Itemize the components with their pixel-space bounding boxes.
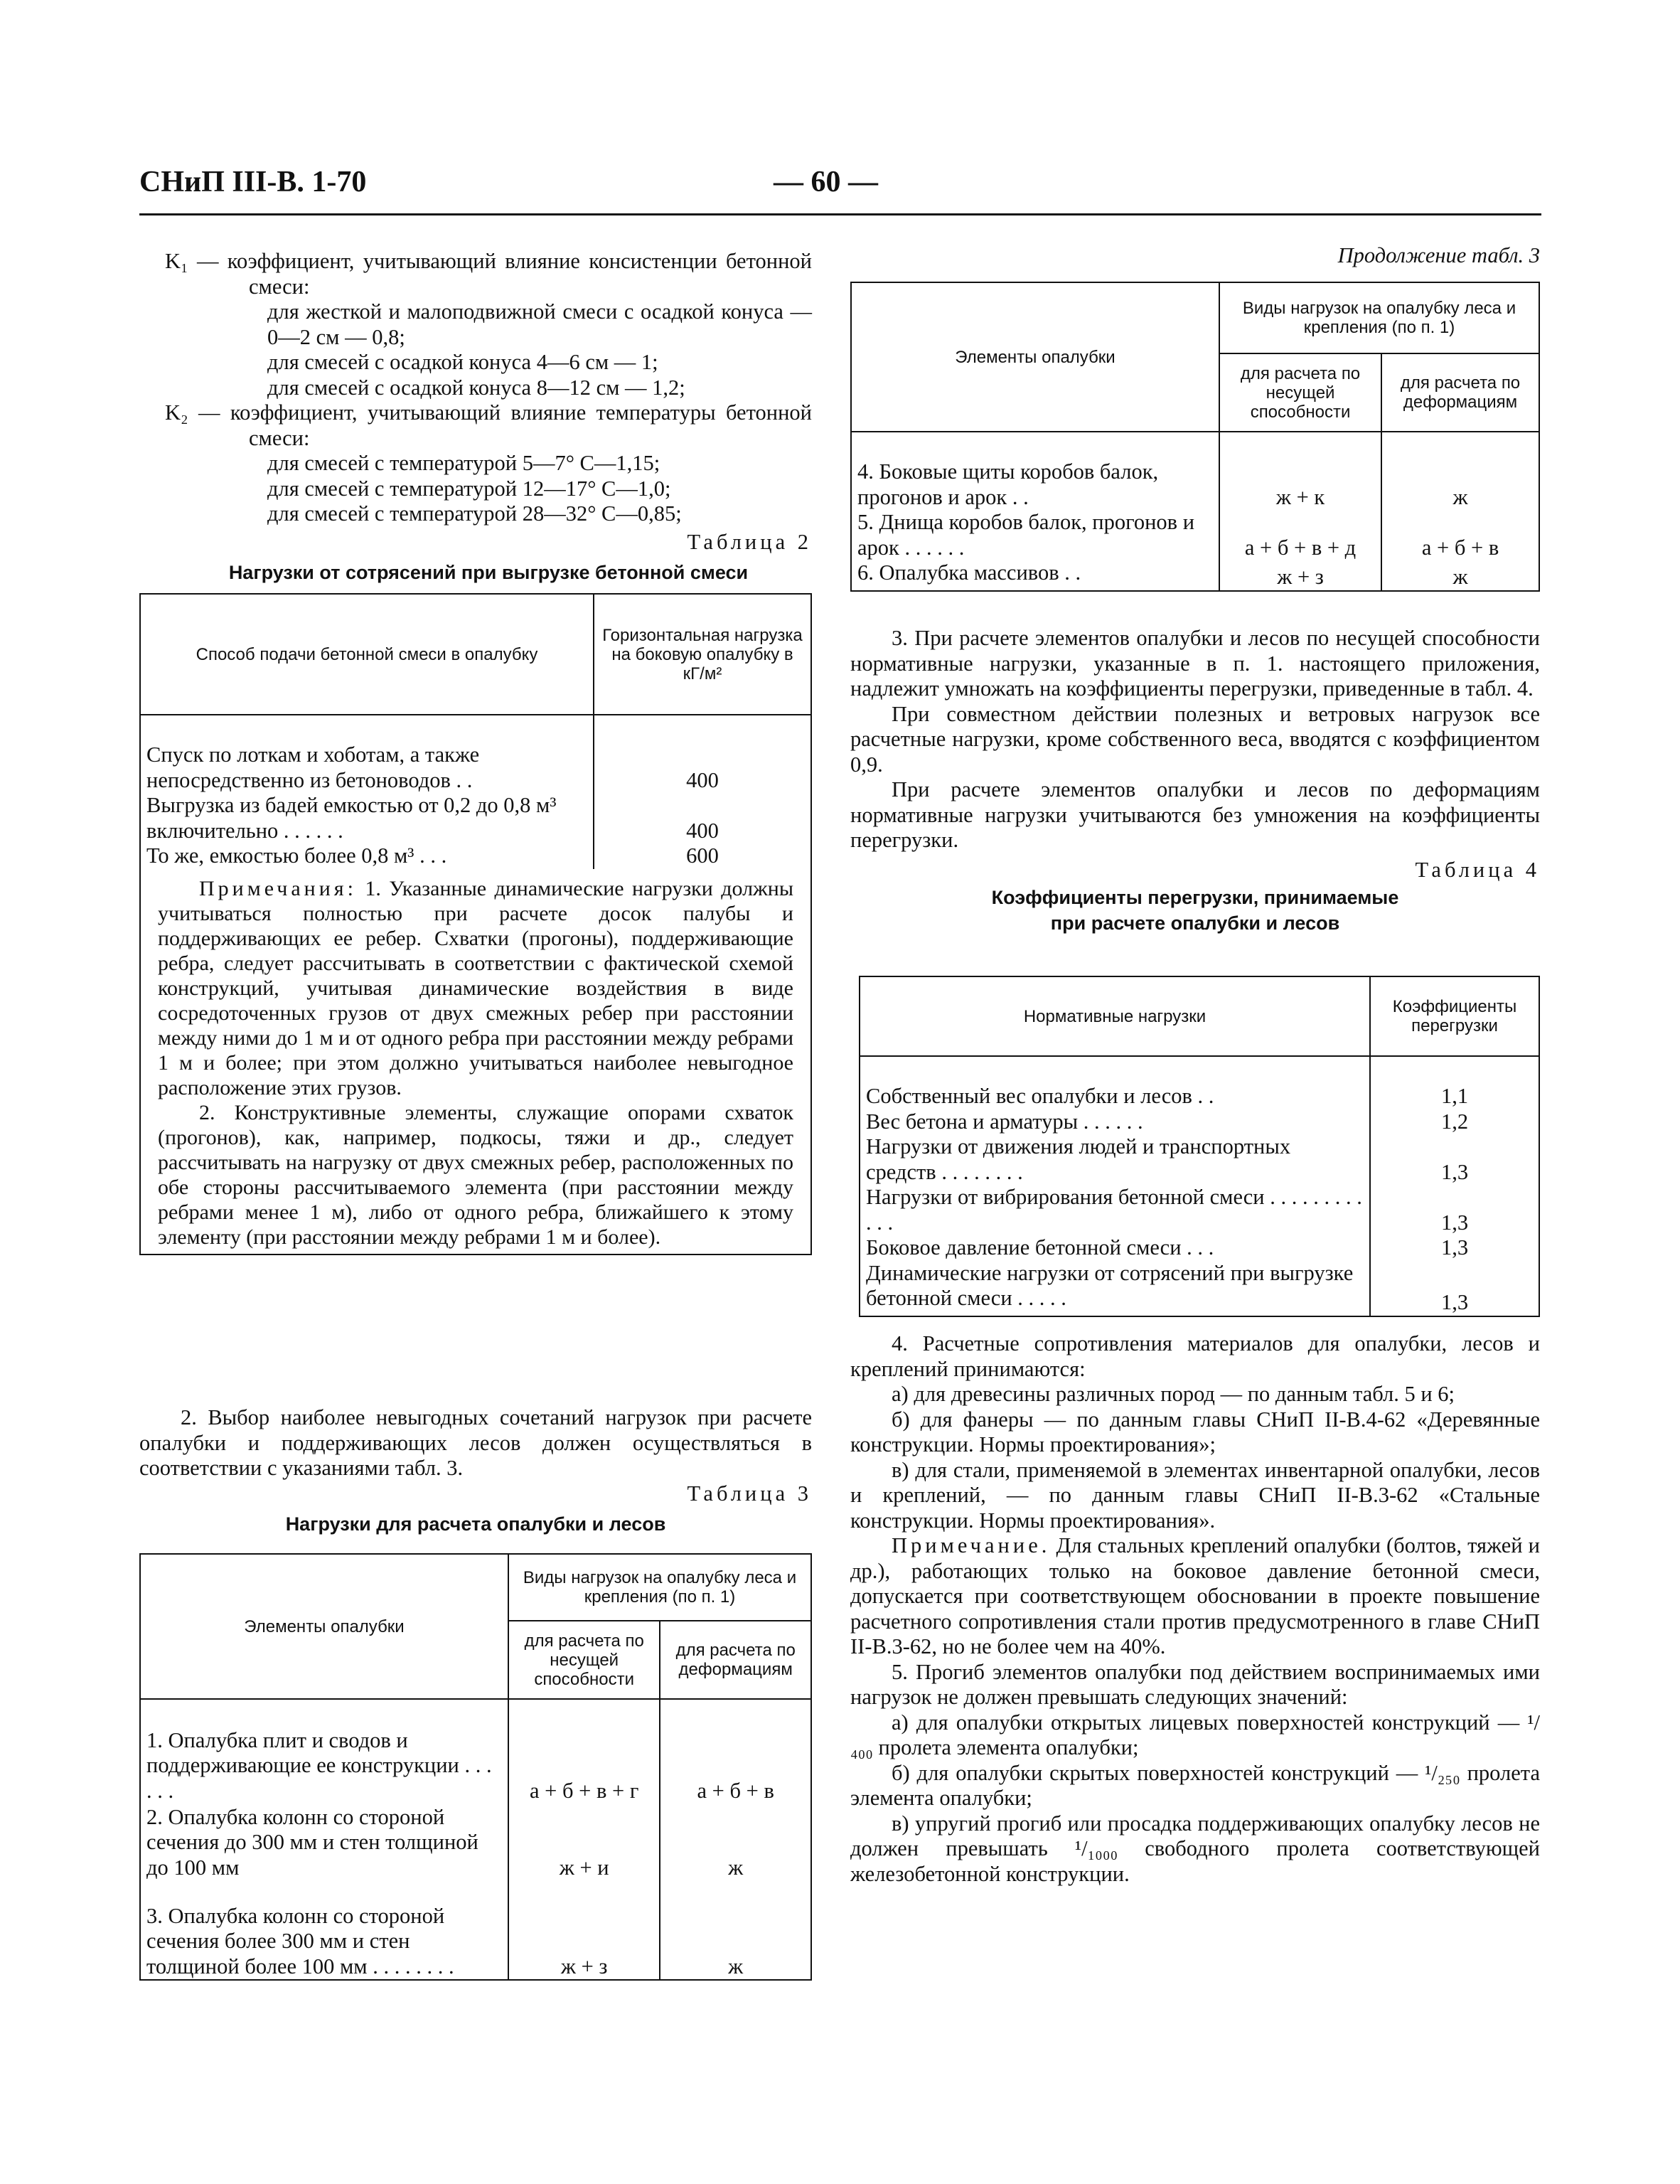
continuation-label: Продолжение табл. 3	[1337, 243, 1540, 267]
table-4	[859, 976, 1540, 1317]
note-text: Для стальных креплений опалубки (болтов, тяжей и др.), работающих только на боковое давление бетонной смеси, допускается при соответствующем обосновании в проекте повышение расчетного сопротивления стали против предусмотренного в главе СНиП II-В.3-62, но не более чем на 40%.	[850, 1533, 1540, 1658]
k2-item: для смесей с температурой 5—7° С—1,15;	[267, 451, 660, 475]
header-rule	[139, 213, 1541, 215]
table4-title-1: Коэффициенты перегрузки, принимаемые	[991, 887, 1399, 908]
table3-row-a: ж + и	[508, 1804, 660, 1880]
k2-item: для смесей с температурой 28—32° С—0,85;	[267, 501, 682, 526]
table3b-row-a: ж + з	[1219, 560, 1381, 591]
table3-label: Таблица 3	[687, 1481, 812, 1506]
table-3	[139, 1553, 812, 1981]
paragraph-3b: При совместном действии полезных и ветровых нагрузок все расчетные нагрузки, кроме собственного веса, вводятся с коэффициентом 0,9.	[850, 701, 1540, 777]
paragraph-2: 2. Выбор наиболее невыгодных сочетаний нагрузок при расчете опалубки и поддерживающих лесов должен осуществляться в соответствии с указаниями табл. 3.	[139, 1405, 812, 1480]
table4-row-name: Боковое давление бетонной смеси . . .	[860, 1235, 1370, 1261]
table4-row-value: 1,1	[1370, 1084, 1539, 1109]
k1-definition: K₁ — коэффициент, учитывающий влияние консистенции бетонной смеси:	[165, 249, 812, 299]
document-code: СНиП III-В. 1-70	[139, 166, 367, 198]
table2-row-value: 600	[594, 843, 811, 869]
table-2	[139, 593, 812, 1255]
table3-col-elements: Элементы опалубки	[140, 1554, 508, 1699]
k2-item: для смесей с температурой 12—17° С—1,0;	[267, 476, 671, 501]
table3b-row-b: а + б + в	[1381, 510, 1539, 560]
table2-row-value: 400	[594, 793, 811, 843]
table4-row-value: 1,3	[1370, 1134, 1539, 1185]
paragraph-3c: При расчете элементов опалубки и лесов по деформациям нормативные нагрузки учитываются без умножения на коэффициенты перегрузки.	[850, 777, 1540, 852]
table3-title: Нагрузки для расчета опалубки и лесов	[285, 1513, 666, 1535]
table4-title-2: при расчете опалубки и лесов	[1050, 912, 1340, 934]
left-column-lower	[139, 1405, 812, 1538]
table3-row-a: а + б + в + г	[508, 1727, 660, 1804]
table4-row-value: 1,3	[1370, 1185, 1539, 1235]
paragraph-5c: в) упругий прогиб или просадка поддерживающих опалубку лесов не должен превышать ¹/₁₀₀₀ свободного пролета соответствующей железобетонной конструкции.	[850, 1811, 1540, 1886]
table4-row-name: Динамические нагрузки от сотрясений при выгрузке бетонной смеси . . . . .	[860, 1261, 1370, 1316]
table3-row-name: 1. Опалубка плит и сводов и поддерживающие ее конструкции . . . . . .	[140, 1727, 508, 1804]
page-number: — 60 —	[774, 166, 878, 198]
k1-item: для смесей с осадкой конуса 4—6 см — 1;	[267, 350, 658, 374]
table3-row-name: 2. Опалубка колонн со стороной сечения до 300 мм и стен толщиной до 100 мм	[140, 1804, 508, 1880]
table4-row-name: Вес бетона и арматуры . . . . . .	[860, 1109, 1370, 1135]
table3-row-b: а + б + в	[660, 1727, 811, 1804]
table4-row-name: Нагрузки от вибрирования бетонной смеси . . . . . . . . . . . .	[860, 1185, 1370, 1235]
k2-definition: K₂ — коэффициент, учитывающий влияние температуры бетонной смеси:	[165, 400, 812, 450]
table4-row-value: 1,3	[1370, 1235, 1539, 1261]
table-3-continuation	[850, 282, 1540, 592]
table2-row-name: Спуск по лоткам и хоботам, а также непосредственно из бетоноводов . .	[140, 742, 594, 793]
table3b-col-elements: Элементы опалубки	[851, 282, 1219, 432]
right-column-middle	[850, 626, 1540, 936]
table2-col-load: Горизонтальная нагрузка на боковую опалубку в кГ/м²	[594, 594, 811, 715]
table3-row-name: 3. Опалубка колонн со стороной сечения более 300 мм и стен толщиной более 100 мм . . . . . . . .	[140, 1880, 508, 1980]
table4-col-loads: Нормативные нагрузки	[860, 976, 1370, 1056]
paragraph-5: 5. Прогиб элементов опалубки под действием воспринимаемых ими нагрузок не должен превышать следующих значений:	[850, 1659, 1540, 1709]
table3-sub-deform: для расчета по деформациям	[660, 1621, 811, 1699]
table4-row-name: Нагрузки от движения людей и транспортных средств . . . . . . . .	[860, 1134, 1370, 1185]
table2-row-name: То же, емкостью более 0,8 м³ . . .	[140, 843, 594, 869]
table2-row-name: Выгрузка из бадей емкостью от 0,2 до 0,8 м³ включительно . . . . . .	[140, 793, 594, 843]
k1-item: для жесткой и малоподвижной смеси с осадкой конуса — 0—2 см — 0,8;	[267, 299, 812, 349]
right-column-top	[850, 243, 1540, 269]
paragraph-4b: б) для фанеры — по данным главы СНиП II-В.4-62 «Деревянные конструкции. Нормы проектирования»;	[850, 1407, 1540, 1456]
note-title: Примечание.	[892, 1533, 1051, 1557]
paragraph-4: 4. Расчетные сопротивления материалов для опалубки, лесов и креплений принимаются:	[850, 1331, 1540, 1381]
table2-notes	[140, 869, 811, 1255]
paragraph-5a: а) для опалубки открытых лицевых поверхностей конструкций — ¹/₄₀₀ пролета элемента опалубки;	[850, 1710, 1540, 1759]
table2-label: Таблица 2	[687, 529, 812, 554]
table2-col-method: Способ подачи бетонной смеси в опалубку	[140, 594, 594, 715]
table3b-sub-strength: для расчета по несущей способности	[1219, 353, 1381, 432]
table3b-row-name: 4. Боковые щиты коробов балок, прогонов и арок . .	[851, 459, 1219, 510]
k1-item: для смесей с осадкой конуса 8—12 см — 1,2;	[267, 375, 685, 400]
table4-row-value: 1,3	[1370, 1261, 1539, 1316]
note-2: 2. Конструктивные элементы, служащие опорами схваток (прогонов), как, например, подкосы, тяжи и др., следует рассчитывать на нагрузку от двух смежных ребер, расположенных по обе стороны рассчитываемого элемента (при расстоянии между ребрами менее 1 м), либо от одного ребра, ближайшего к этому элементу (при расстоянии между ребрами 1 м и более).	[158, 1100, 793, 1249]
note-1: 1. Указанные динамические нагрузки должны учитываться полностью при расчете досок палубы и поддерживающих ее ребер. Схватки (прогоны), поддерживающие ребра, следует рассчитывать в соответствии с фактической схемой конструкций, учитывая динамические воздействия в виде сосредоточенных грузов от двух смежных ребер при расстоянии между ними до 1 м и от одного ребра при расстоянии между ребрами 1 м и более; при этом должно учитываться наиболее невыгодное расположение этих грузов.	[158, 876, 793, 1099]
table3-sub-strength: для расчета по несущей способности	[508, 1621, 660, 1699]
paragraph-4c: в) для стали, применяемой в элементах инвентарной опалубки, лесов и креплений, — по данным главы СНиП II-В.3-62 «Стальные конструкции. Нормы проектирования».	[850, 1457, 1540, 1533]
paragraph-4a: а) для древесины различных пород — по данным табл. 5 и 6;	[892, 1382, 1455, 1406]
table3b-row-b: ж	[1381, 459, 1539, 510]
table3b-sub-deform: для расчета по деформациям	[1381, 353, 1539, 432]
paragraph-3: 3. При расчете элементов опалубки и лесов по несущей способности нормативные нагрузки, указанные в п. 1. настоящего приложения, надлежит умножать на коэффициенты перегрузки, приведенные в табл. 4.	[850, 626, 1540, 701]
table4-label: Таблица 4	[1415, 857, 1540, 882]
table3b-row-b: ж	[1381, 560, 1539, 591]
table3b-col-group: Виды нагрузок на опалубку леса и крепления (по п. 1)	[1219, 282, 1539, 353]
left-column	[165, 249, 812, 586]
table3-row-a: ж + з	[508, 1880, 660, 1980]
table3-row-b: ж	[660, 1804, 811, 1880]
table2-row-value: 400	[594, 742, 811, 793]
table3b-row-a: ж + к	[1219, 459, 1381, 510]
notes-title: Примечания:	[199, 876, 357, 900]
table4-col-coef: Коэффициенты перегрузки	[1370, 976, 1539, 1056]
table2-title: Нагрузки от сотрясений при выгрузке бетонной смеси	[228, 562, 749, 583]
right-column-lower	[850, 1331, 1540, 1887]
table3b-row-name: 5. Днища коробов балок, прогонов и арок . . . . . .	[851, 510, 1219, 560]
table3b-row-a: а + б + в + д	[1219, 510, 1381, 560]
table4-row-name: Собственный вес опалубки и лесов . .	[860, 1084, 1370, 1109]
table3-col-group: Виды нагрузок на опалубку леса и крепления (по п. 1)	[508, 1554, 811, 1621]
note-paragraph	[850, 1533, 1540, 1660]
paragraph-5b: б) для опалубки скрытых поверхностей конструкций — ¹/₂₅₀ пролета элемента опалубки;	[850, 1760, 1540, 1810]
table4-row-value: 1,2	[1370, 1109, 1539, 1135]
table3-row-b: ж	[660, 1880, 811, 1980]
table3b-row-name: 6. Опалубка массивов . .	[851, 560, 1219, 591]
